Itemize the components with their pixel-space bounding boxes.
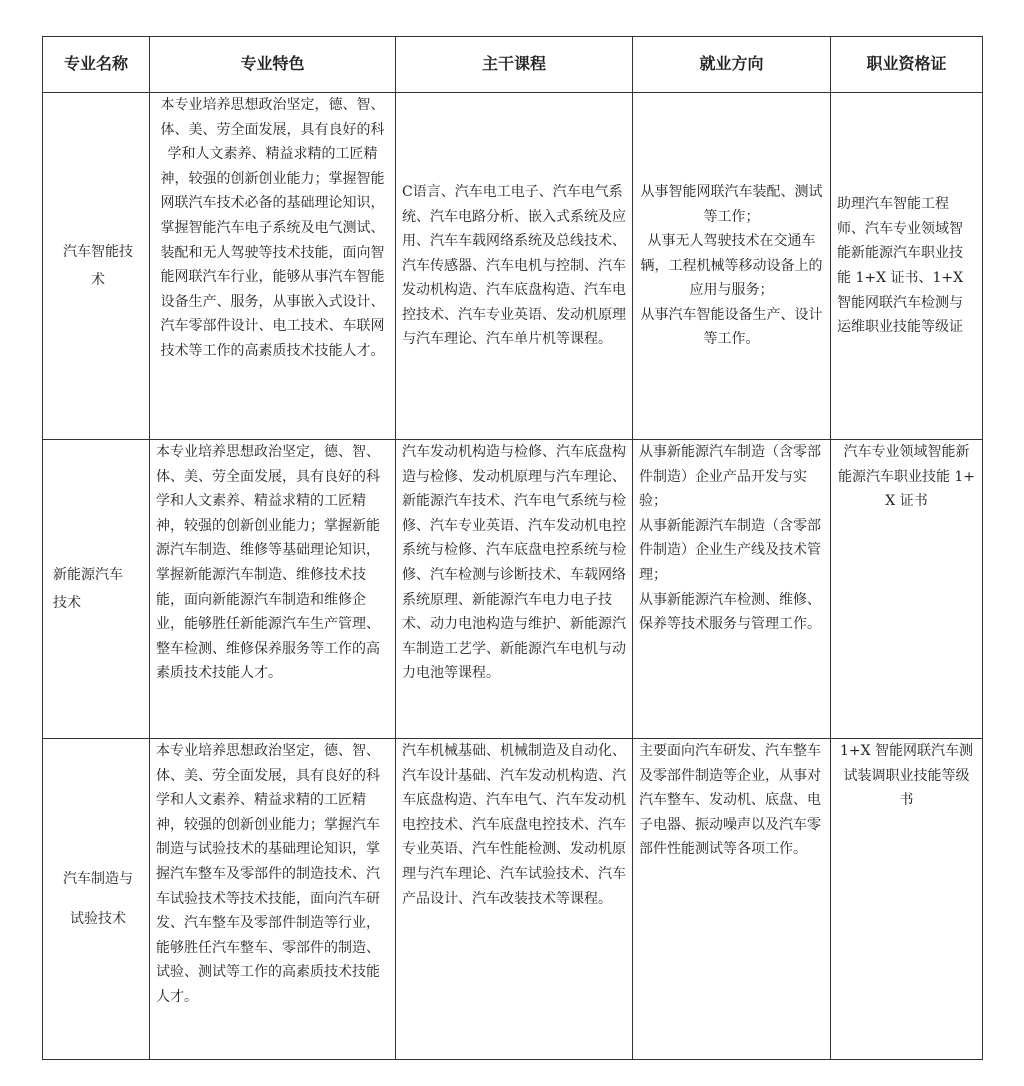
program-table	[42, 36, 983, 1060]
program-name: 汽车制造与 试验技术	[63, 871, 133, 927]
jobs-cell	[633, 440, 831, 739]
header-features: 专业特色	[150, 37, 396, 93]
cert-cell	[831, 739, 983, 1060]
program-certificates: 1+X 智能网联汽车测试装调职业技能等级书	[839, 743, 974, 809]
table-row	[43, 440, 983, 739]
program-features: 本专业培养思想政治坚定，德、智、体、美、劳全面发展，具有良好的科学和人文素养、精益求精的工匠精神，较强的创新创业能力；掌握汽车制造与试验技术的基础理论知识，掌握汽车整车及零部件的制造技术、汽车试验技术等技术技能，面向汽车研发、汽车整车及零部件制造等行业，能够胜任汽车整车、零部件的制造、试验、测试等工作的高素质技术技能人才。	[156, 743, 380, 1005]
jobs-cell	[633, 739, 831, 1060]
program-jobs: 从事智能网联汽车装配、测试等工作； 从事无人驾驶技术在交通车辆，工程机械等移动设备上的应用与服务； 从事汽车智能设备生产、设计等工作。	[640, 183, 823, 348]
program-certificates: 助理汽车智能工程师、汽车专业领域智能新能源汽车职业技能 1+X 证书、1+X 智能网联汽车检测与运维职业技能等级证	[837, 196, 964, 336]
program-name: 汽车智能技 术	[63, 244, 133, 288]
program-courses: 汽车机械基础、机械制造及自动化、汽车设计基础、汽车发动机构造、汽车底盘构造、汽车电气、汽车发动机电控技术、汽车底盘电控技术、汽车专业英语、汽车性能检测、发动机原理与汽车理论、汽车试验技术、汽车产品设计、汽车改装技术等课程。	[402, 743, 626, 907]
table-row	[43, 93, 983, 440]
cert-cell	[831, 93, 983, 440]
program-certificates: 汽车专业领域智能新能源汽车职业技能 1+X 证书	[837, 444, 976, 510]
program-jobs: 主要面向汽车研发、汽车整车及零部件制造等企业，从事对汽车整车、发动机、底盘、电子电器、振动噪声以及汽车零部件性能测试等各项工作。	[639, 743, 821, 858]
program-courses: 汽车发动机构造与检修、汽车底盘构造与检修、发动机原理与汽车理论、新能源汽车技术、汽车电气系统与检修、汽车专业英语、汽车发动机电控系统与检修、汽车底盘电控系统与检修、汽车检测与诊断技术、车载网络系统原理、新能源汽车电力电子技术、动力电池构造与维护、新能源汽车制造工艺学、新能源汽车电机与动力电池等课程。	[402, 444, 626, 682]
program-jobs: 从事新能源汽车制造（含零部件制造）企业产品开发与实验； 从事新能源汽车制造（含零部件制造）企业生产线及技术管理； 从事新能源汽车检测、维修、保养等技术服务与管理工作。	[639, 444, 821, 633]
program-name-cell	[43, 93, 150, 440]
header-courses: 主干课程	[396, 37, 633, 93]
header-program-name: 专业名称	[43, 37, 150, 93]
program-features: 本专业培养思想政治坚定，德、智、体、美、劳全面发展，具有良好的科学和人文素养、精益求精的工匠精神，较强的创新创业能力；掌握新能源汽车制造、维修等基础理论知识，掌握新能源汽车制造、维修技术技能，面向新能源汽车制造和维修企业，能够胜任新能源汽车生产管理、整车检测、维修保养服务等工作的高素质技术技能人才。	[156, 444, 380, 682]
program-courses: C语言、汽车电工电子、汽车电气系统、汽车电路分析、嵌入式系统及应用、汽车车载网络系统及总线技术、汽车传感器、汽车电机与控制、汽车发动机构造、汽车底盘构造、汽车电控技术、汽车专业英语、发动机原理与汽车理论、汽车单片机等课程。	[402, 183, 626, 348]
features-cell	[150, 93, 396, 440]
header-jobs: 就业方向	[633, 37, 831, 93]
features-cell	[150, 739, 396, 1060]
cert-cell	[831, 440, 983, 739]
table-row	[43, 739, 983, 1060]
program-features: 本专业培养思想政治坚定，德、智、体、美、劳全面发展，具有良好的科学和人文素养、精益求精的工匠精神，较强的创新创业能力；掌握智能网联汽车技术必备的基础理论知识，掌握智能汽车电子系统及电气测试、装配和无人驾驶等技术技能，面向智能网联汽车行业，能够从事汽车智能设备生产、服务，从事嵌入式设计、汽车零部件设计、电工技术、车联网技术等工作的高素质技术技能人才。	[160, 97, 385, 359]
features-cell	[150, 440, 396, 739]
courses-cell	[396, 93, 633, 440]
header-certificates: 职业资格证	[831, 37, 983, 93]
table-header-row	[43, 37, 983, 93]
program-name: 新能源汽车 技术	[53, 567, 123, 611]
program-name-cell	[43, 739, 150, 1060]
program-name-cell	[43, 440, 150, 739]
courses-cell	[396, 440, 633, 739]
jobs-cell	[633, 93, 831, 440]
courses-cell	[396, 739, 633, 1060]
